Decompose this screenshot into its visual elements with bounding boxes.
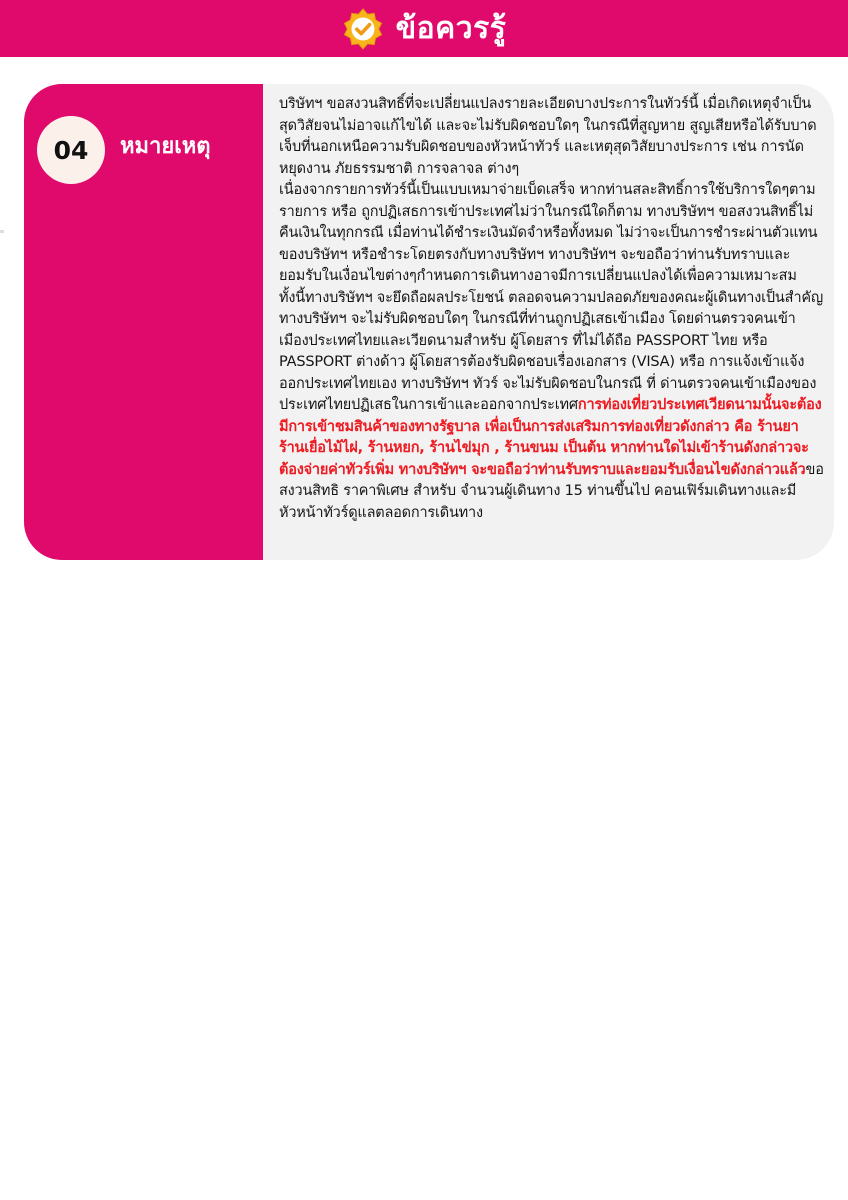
section-number-badge: 04 (37, 116, 105, 184)
notes-card-label-panel (24, 84, 263, 560)
notes-paragraph-1: บริษัทฯ ขอสงวนสิทธิ์ที่จะเปลี่ยนแปลงรายละเอียดบางประการในทัวร์นี้ เมื่อเกิดเหตุจำเป็นสุดวิสัยจนไม่อาจแก้ไขได้ และจะไม่รับผิดชอบใดๆ ในกรณีที่สูญหาย สูญเสียหรือได้รับบาดเจ็บที่นอกเหนือความรับผิดชอบของหัวหน้าทัวร์ และเหตุสุดวิสัยบางประการ เช่น การนัดหยุดงาน ภัยธรรมชาติ การจลาจล ต่างๆ (279, 96, 817, 177)
notes-paragraph-2-lead: เนื่องจากรายการทัวร์นี้เป็นแบบเหมาจ่ายเบ็ดเสร็จ หากท่านสละสิทธิ์การใช้บริการใดๆตามรายการ หรือ ถูกปฏิเสธการเข้าประเทศไม่ว่าในกรณีใดก็ตาม ทางบริษัทฯ ขอสงวนสิทธิ์ไม่คืนเงินในทุกกรณี เมื่อท่านได้ชำระเงินมัดจำหรือทั้งหมด ไม่ว่าจะเป็นการชำระผ่านตัวแทนของบริษัทฯ หรือชำระโดยตรงกับทางบริษัทฯ ทางบริษัทฯ จะขอถือว่าท่านรับทราบและยอมรับในเงื่อนไขต่างๆกำหนดการเดินทางอาจมีการเปลี่ยนแปลงได้เพื่อความเหมาะสม ทั้งนี้ทางบริษัทฯ จะยึดถือผลประโยชน์ ตลอดจนความปลอดภัยของคณะผู้เดินทางเป็นสำคัญ ทางบริษัทฯ จะไม่รับผิดชอบใดๆ ในกรณีที่ท่านถูกปฏิเสธเข้าเมือง โดยด่านตรวจคนเข้าเมืองประเทศไทยและเวียดนามสำหรับ ผู้โดยสาร ที่ไม่ได้ถือ PASSPORT ไทย หรือ PASSPORT ต่างด้าว ผู้โดยสารต้องรับผิดชอบเรื่องเอกสาร (VISA) หรือ การแจ้งเข้าแจ้งออกประเทศไทยเอง ทางบริษัทฯ ทัวร์ จะไม่รับผิดชอบในกรณี ที่ ด่านตรวจคนเข้าเมืองของประเทศไทยปฏิเสธในการเข้าและออกจากประเทศ (279, 182, 824, 413)
notes-card (24, 84, 834, 560)
header-bar (0, 0, 848, 57)
notes-paragraph-2 (279, 180, 825, 524)
notes-body (279, 94, 825, 524)
notes-paragraph-2-tail: ขอสงวนสิทธิ ราคาพิเศษ สำหรับ จำนวนผู้เดินทาง 15 ท่านขึ้นไป คอนเฟิร์มเดินทางและมีหัวหน้าทัวร์ดูแลตลอดการเดินทาง (279, 461, 824, 521)
divider (0, 230, 4, 233)
notes-highlight-text: การท่องเที่ยวประเทศเวียดนามนั้นจะต้องมีการเข้าชมสินค้าของทางรัฐบาล เพื่อเป็นการส่งเสริมการท่องเที่ยวดังกล่าว คือ ร้านยา ร้านเยื่อไม้ไผ่, ร้านหยก, ร้านไข่มุก , ร้านขนม เป็นต้น หากท่านใดไม่เข้าร้านดังกล่าวจะต้องจ่ายค่าทัวร์เพิ่ม ทางบริษัทฯ จะขอถือว่าท่านรับทราบและยอมรับเงื่อนไขดังกล่าวแล้ว (279, 397, 822, 478)
header-content (0, 0, 848, 57)
check-badge-icon (342, 8, 384, 50)
section-title: หมายเหตุ (120, 134, 211, 159)
page-title: ข้อควรรู้ (395, 11, 507, 46)
